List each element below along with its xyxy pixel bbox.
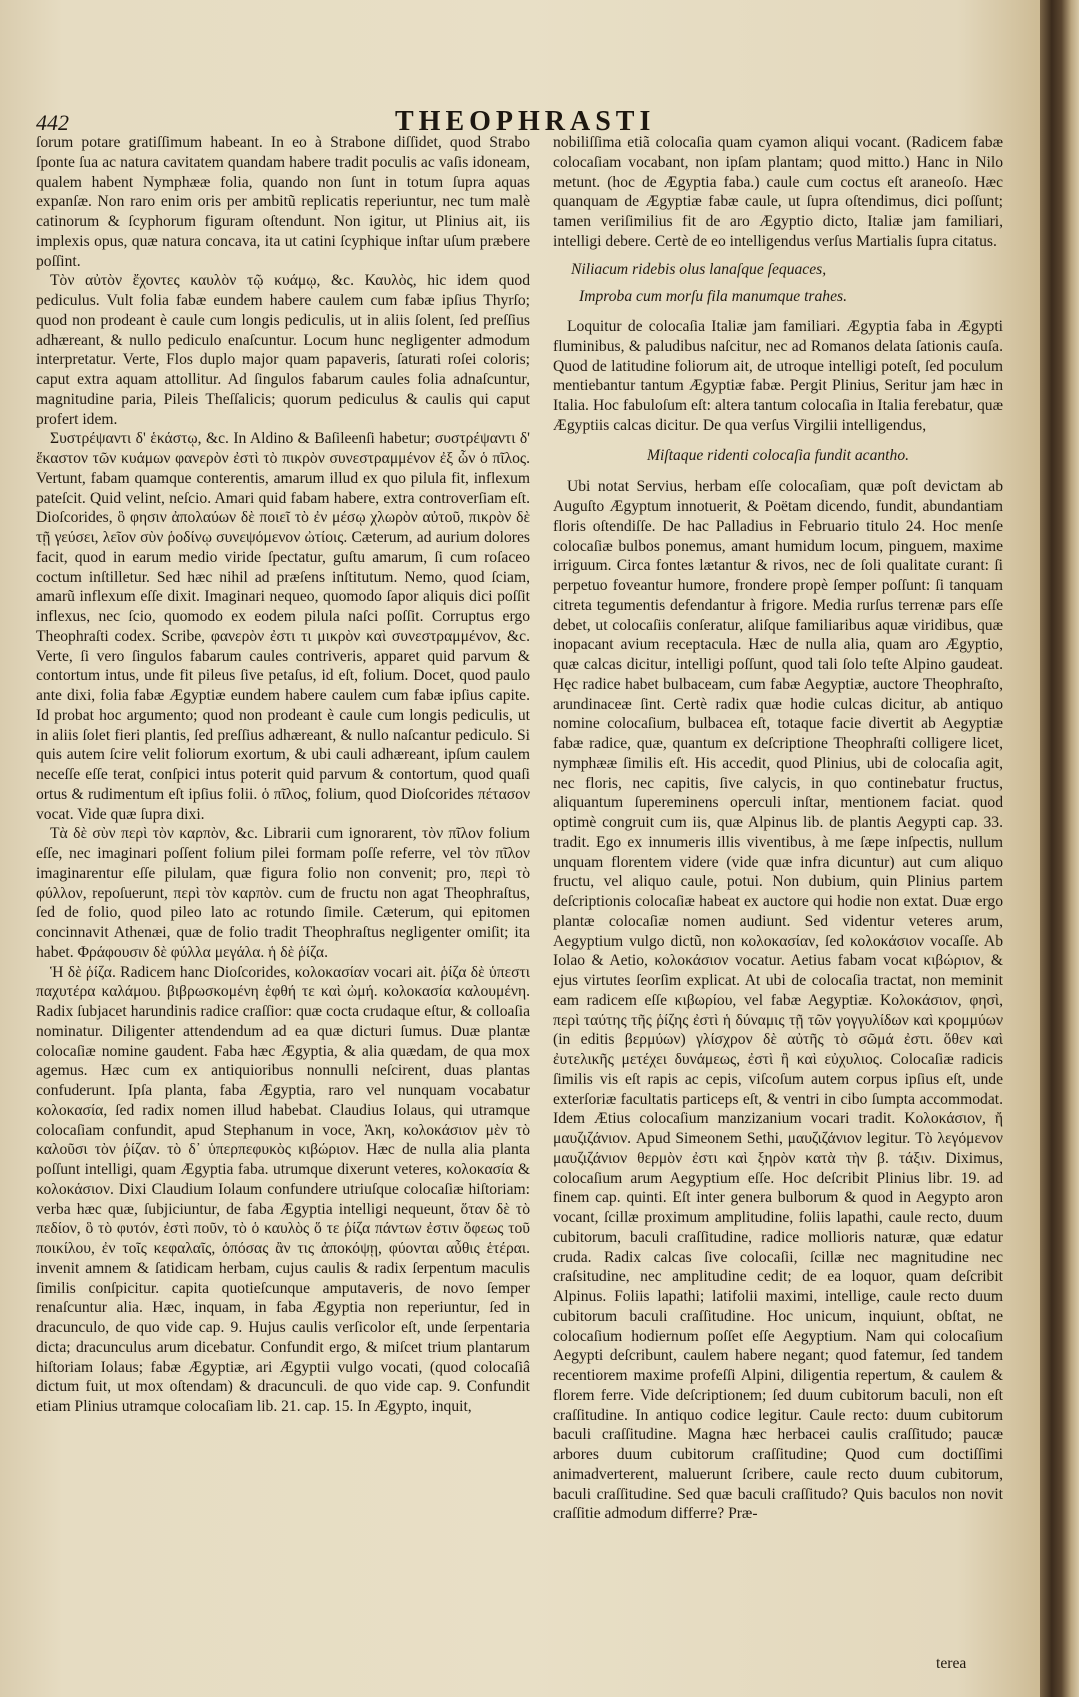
running-title: THEOPHRASTI xyxy=(395,106,656,137)
right-paragraph: nobiliſſima etiã colocaſia quam cyamon aliqui vocant. (Radicem fabæ colocaſiam vocabant, non ipſam plantam; quod mitto.) Hanc in Nilo metunt. (hoc de Ægyptia faba.) caule cum coctus eſt araneoſo. Hæc quanquam de Ægyptiæ fabæ caule, ut ſupra oſtendimus, dici poſſunt; tamen veriſimilius fit de aro Ægyptio dicto, Italiæ jam familiari, intelligi debere. Certè de eo intelligendus verſus Martialis ſupra citatus. xyxy=(553,134,1003,250)
page-number: 442 xyxy=(36,110,69,135)
right-paragraph: Ubi notat Servius, herbam eſſe colocaſiam, quæ poſt devictam ab Auguſto Ægyptum innotuerit, & Poëtam dicendo, fundit, abundantiam floris oſtendiſſe. De hac Palladius in Februario titulo 24. Hoc menſe colocaſiæ bulbos ponemus, amant humidum locum, pinguem, maxime irriguum. Circa fontes lætantur & rivos, nec de ſoli qualitate curant: ſi perpetuo foveantur humore, frondere propè ſemper poſſunt: ſi tanquam citreta tegumentis defendantur à frigore. Media rurſus terrenæ pars eſſe debet, ut colocaſiis conſeratur, aliſque familiaribus aquæ viridibus, quæ inopacant avium receptacula. Hæc de nulla alia, quam aro Ægyptio, quæ calcas dicitur, intelligi poſſunt, quod tali ſolo teſte Alpino gaudeat. Hęc radice habet bulbaceam, cum fabæ Aegyptiæ, auctore Theophraſto, arundinaceæ ſint. Certè radix quæ hodie culcas dicitur, ab antiquo nomine colocaſium, bulbacea eſt, totaque facie divertit ab Aegyptiæ fabæ radice, quæ, quantum ex deſcriptione Theophraſti colligere licet, nymphææ ſimilis eſt. His accedit, quod Plinius, ubi de colocaſia agit, nec floris, nec capitis, ſive calycis, in quo continebatur fructus, aliquantum ſupereminens operculi inſtar, mentionem faciat. quod optimè congruit cum iis, quæ Alpinus lib. de plantis Aegypti cap. 33. tradit. Ego ex innumeris illis viventibus, à me ſæpe inſpectis, nullum unquam florentem videre (vide quæ infra dicuntur) aut cum aliquo fructu, vel aliquo caule, potui. Non dubium, quin Plinius partem deſcriptionis colocaſiæ habeat ex auctore qui hodie non extat. Duæ ergo plantæ colocaſiæ nomen audiunt. Sed videntur veteres arum, Aegyptium vulgo dictũ, non κολοκασίαν, ſed κολοκάσιον vocaſſe. Ab Iolao & Aetio, κολοκάσιον vocatur. Aetius fabam vocat κιβώριον, & ejus virtutes ſeorſim explicat. At ubi de colocaſia tractat, non meminit eam radicem eſſe κιβωρίου, vel fabæ Aegyptiæ. Κολοκάσιον, φησὶ, περὶ ταύτης τῆς ῥίζης ἐστὶ ἡ δύναμις τῇ τῶν γογγυλίδων καὶ κρομμύων (in editis βερμύων) γλίσχρον δὲ αὐτῆς τὸ σῶμά ἐστι. ὅθεν καὶ ἐυτελικῆς μετέχει δυνάμεως, ἐστὶ ἢ καὶ εὐχυλιος. Colocaſiæ radicis ſimilis vis eſt rapis ac cepis, viſcoſum autem corpus ipſius eſt, unde exterſoriæ facultatis particeps eſt, & ventri in cibo ſumpta accommodat. Idem Ætius colocaſium manzizanium vocari tradit. Κολοκάσιον, ἤ μαυζιζάνιον. Apud Simeonem Sethi, μαυζιζάνιον legitur. Τὸ λεγόμενον μαυζιζάνιον θερμὸν ἐστι καὶ ξηρὸν κατὰ τὴν β. τάξιν. Diximus, colocaſium arum Aegyptium eſſe. Hoc deſcribit Plinius libr. 19. ad finem cap. quinti. Eſt inter genera bulborum & quod in Aegypto aron vocant, ſcillæ proximum amplitudine, foliis lapathi, caule recto, duum cubitorum, baculi craſſitudine, radice mollioris naturæ, quæ edatur cruda. Radix calcas ſive colocaſii, ſcillæ nec magnitudine nec craſsitudine, nec amplitudine cedit; de ea loquor, quam deſcribit Alpinus. Foliis lapathi; latifolii maximi, intellige, caule recto duum cubitorum baculi craſſitudine. Hoc unicum, inquiunt, obſtat, ne colocaſium hodiernum poſſet eſſe Aegyptium. Nam qui colocaſium Aegypti deſcribunt, caulem habere negant; quod fatemur, ſed tandem recentiorem maxime profeſſi Alpini, diligentia repertum, & caulem & florem ferre. Vide deſcriptionem; ſed duum cubitorum baculi, non eſt craſſitudine. In antiquo codice legitur. Caule recto: duum cubitorum baculi craſſitudine. Magna hæc herbacei caulis craſſitudo; paucæ arbores duum cubitorum craſſitudine; Quod cum doctiſſimi animadverterent, maluerunt ſcribere, caule recto duum cubitorum, baculi craſſitudine. Sed quæ baculi craſſitudo? Quis baculos non novit craſſitie admodum differre? Præ- xyxy=(553,478,1003,1523)
verse-line: Improba cum morſu fila manumque trahes. xyxy=(579,288,847,306)
left-paragraph: Συστρέψαντι δ' ἑκάστῳ, &c. In Aldino & Baſileenſi habetur; συστρέψαντι δ' ἕκαστον τῶν κυάμων φανερὸν ἐστὶ τὸ πικρὸν συνεστραμμένον ἐξ ὧν ὁ πῖλος. Vertunt, fabam quamque conterentis, amarum illud ex quo pilula fit, inflexum pateſcit. Quid velint, neſcio. Amari quid fabam habere, extra controverſiam eſt. Dioſcorides, ὃ φησιν ἀπολαύων δὲ ποιεῖ τὸ ἐν μέσῳ χλωρὸν αὐτοῦ, πικρὸν δὲ τῇ γεύσει, λεῖον σὺν ῥοδίνῳ συνεψόμενον ὠτίοις. Cæterum, ad aurium dolores facit, quod in earum medio viride ſpectatur, guſtu amarum, ſi cum roſaceo coctum inſtilletur. Sed hæc nihil ad præſens inſtitutum. Nemo, quod ſciam, amarũ inflexum eſſe dixit. Imaginari nequeo, quomodo ſapor aliquis dici poſſit inflexus, nec ſcio, quomodo ex eodem pilula naſci poſſit. Corruptus ergo Theophraſti codex. Scribe, φανερὸν ἐστι τι μικρὸν καὶ συνεστραμμένον, &c. Verte, ſi vero ſingulos fabarum caules contriveris, apparet quid parvum & contortum intus, unde fit pileus ſive petaſus, id eſt, folium. Docet, quod paulo ante dixi, folia fabæ Ægyptiæ eundem habere caulem cum fabæ ipſius capite. Id probat hoc argumento; quod non prodeant è caule cum longis pediculis, ut in aliis ſolet fieri plantis, ſed preſſius adhæreant, & nullo naſcantur pediculo. Si quis autem ſcire velit foliorum exortum, & ubi cauli adhæreant, ipſum caulem neceſſe eſſe terat, conſpici intus poterit quid parvum & contortum, quod quaſi ortus & rudimentum eſt ipſius folii. ὁ πῖλος, folium, quod Dioſcorides πέτασον vocat. Vide quæ ſupra dixi. xyxy=(36,430,530,823)
verse-line: Miſtaque ridenti colocaſia fundit acantho. xyxy=(646,446,910,464)
verse-line: Niliacum ridebis olus lanaſque ſequaces, xyxy=(571,260,827,278)
book-gutter xyxy=(1040,0,1079,1697)
left-paragraph: ſorum potare gratiſſimum habeant. In eo à Strabone diſſidet, quod Strabo ſponte ſua ac natura cavitatem quandam habere tradit poculis ac vaſis idoneam, qualem habent Nymphææ folia, quando non ſunt in totum ſupra aquas expanſæ. Non raro enim oris per ambitũ replicatis reperiuntur, nec tum malè catinorum & ſcyphorum figuram oſtendunt. Non igitur, ut Plinius ait, iis implexis opus, quæ natura concava, ita ut catini ſcyphique inſtar uſum præbere poſſint. xyxy=(36,134,530,270)
left-column xyxy=(36,133,530,1417)
catchword: terea xyxy=(936,1655,967,1672)
right-column xyxy=(553,133,1003,1524)
left-paragraph: Τὸν αὐτὸν ἔχοντες καυλὸν τῷ κυάμῳ, &c. Καυλὸς, hic idem quod pediculus. Vult folia fabæ eundem habere caulem cum fabæ ipſius Thyrſo; quod non prodeant è caule cum longis pediculis, ut in aliis ſolent, ſed preſſius adhæreant, & nullo pediculo enaſcuntur. Locum hunc negligenter admodum interpretatur. Verte, Flos duplo major quam papaveris, ſaturati roſei coloris; caput extra aquam attollitur. Ad ſingulos fabarum caules folia adnaſcuntur, magnitudine paria, Pileis Theſſalicis; quorum pediculus & caulis qui caput profert idem. xyxy=(36,272,530,428)
left-paragraph: Ἡ δὲ ῥίζα. Radicem hanc Dioſcorides, κολοκασίαν vocari ait. ῥίζα δὲ ὑπεστι παχυτέρα καλάμου. βιβρωσκομένη ἑφθή τε καὶ ὠμή. κολοκασία καλουμένη. Radix ſubjacet harundinis radice craſſior: quæ cocta crudaque eſtur, & colloaſia nominatur. Diligenter attendendum ad ea quæ dicturi ſumus. Duæ plantæ colocaſiæ nomine gaudent. Faba hæc Ægyptia, & alia quædam, de qua mox agemus. Hæc cum ex antiquioribus nonnulli neſcirent, duas plantas confuderunt. Ipſa planta, faba Ægyptia, raro vel nunquam vocabatur κολοκασία, ſed radix nomen illud habebat. Claudius Iolaus, qui utramque colocaſiam confundit, apud Stephanum in voce, Ἀκη, κολοκάσιον μὲν τὸ καλοῦσι τὸν ῥίζαν. τὸ δ᾽ ὑπερπεφυκὸς κιβώριον. Hæc de nulla alia planta poſſunt intelligi, quam Ægyptia faba. utrumque dixerunt veteres, κολοκασία & κολοκάσιον. Dixi Claudium Iolaum confundere utriuſque colocaſiæ hiſtoriam: verba hæc quæ, ſubjiciuntur, de faba Ægyptia intelligi nequeunt, ὅταν δὲ τὸ πεδίον, ὃ τὸ φυτόν, ἐστὶ ποῦν, τὸ ὁ καυλὸς ὅ τε ῥίζα πάντων ἐστιν ὄφεως τοῦ ποικίλου, ἐν τοῖς κεφαλαῖς, ὁπόσας ἂν τις ἀποκόψῃ, φύονται αὖθις ἑτέραι. invenit amnem & ſatidicam herbam, cujus caulis & radix ſerpentum maculis ſimilis conſpicitur. capita quotieſcunque amputaveris, de novo ſemper renaſcuntur alia. Hæc, inquam, in faba Ægyptia non reperiuntur, ſed in dracunculo, de quo vide cap. 9. Hujus caulis verſicolor eſt, unde ſerpentaria dicta; dracunculus arum dicebatur. Confundit ergo, & miſcet trium plantarum hiſtoriam Iolaus; fabæ Ægyptiæ, ari Ægyptii vulgo vocati, (quod colocaſiâ dictum fuit, ut mox oſtendam) & dracunculi. de quo vide cap. 9. Confundit etiam Plinius utramque colocaſiam lib. 21. cap. 15. In Ægypto, inquit, xyxy=(36,963,530,1415)
left-paragraph: Τὰ δὲ σὺν περὶ τὸν καρπὸν, &c. Librarii cum ignorarent, τὸν πῖλον folium eſſe, nec imaginari poſſent folium pilei formam poſſe referre, vel τὸν πῖλον imaginarentur eſſe pilulam, quæ figura folio non convenit; pro, περὶ τὸ φύλλον, repoſuerunt, περὶ τὸν καρπὸν. cum de fructu non agat Theophraſtus, ſed de folio, quod pileo lato ac rotundo ſimile. Cæterum, qui epitomen concinnavit Athenæi, quæ de folio tradit Theophraſtus negligenter omiſit; ita habet. Φράφουσιν δὲ φύλλα μεγάλα. ἡ δὲ ῥίζα. xyxy=(36,825,530,961)
right-paragraph: Loquitur de colocaſia Italiæ jam familiari. Ægyptia faba in Ægypti fluminibus, & paludibus naſcitur, nec ad Romanos delata ſationis cauſa. Quod de latitudine foliorum ait, de utroque intelligi poteſt, ſed poculum mentiebantur tantum Ægyptiæ fabæ. Pergit Plinius, Seritur jam hæc in Italia. Hoc fabuloſum eſt: altera tantum colocaſia in Italia ferebatur, quæ Ægyptiis calcas dicitur. De qua verſus Virgilii intelligendus, xyxy=(553,318,1003,434)
